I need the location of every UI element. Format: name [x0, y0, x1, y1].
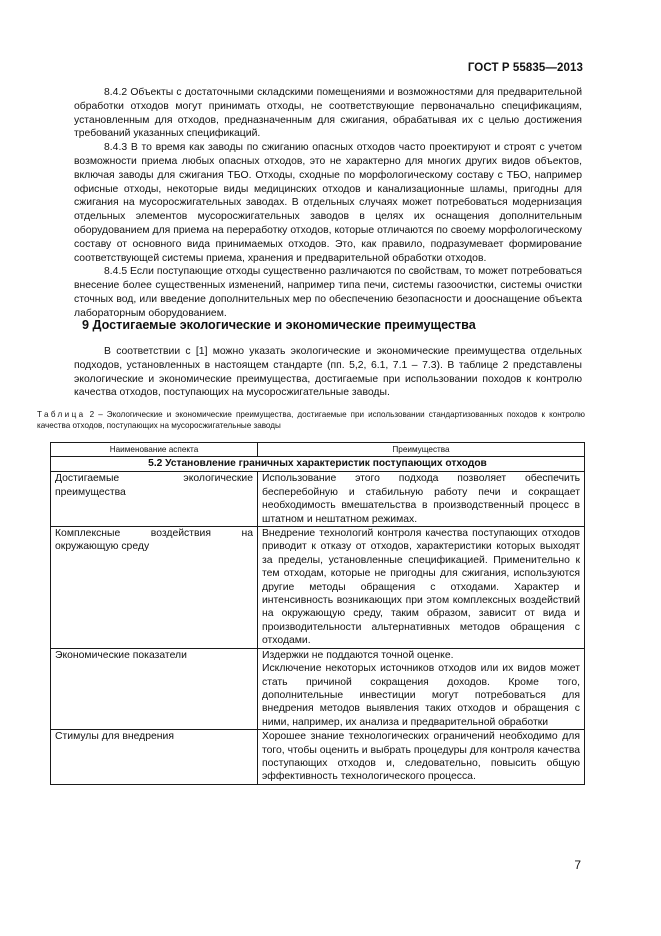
- paragraph-8-4-3: 8.4.3 В то время как заводы по сжиганию опасных отходов часто проектируют и строят с учетом возможности приема любых опасных отходов, это не характерно для многих других видов объектов, включая заводы для сжигания ТБО. Отходы, сходные по морфологическому составу с ТБО, например офисные отходы, некоторые виды медицинских отходов и канализационные шламы, пригодны для сжигания на мусоросжигательных заводах. В отдельных случаях может потребоваться модернизация отдельных элементов мусоросжигательных заводов в целях их оснащения дополнительным оборудованием для приема на переработку отходов, которые отличаются по своему морфологическому составу от основного вида принимаемых отходов. Это, как правило, подразумевает формирование соответствующей системы приема, хранения и предварительной обработки отходов.: [74, 142, 582, 264]
- aspect-cell: Экономические показатели: [51, 648, 258, 729]
- advantages-cell-line: Издержки не поддаются точной оценке.: [262, 649, 454, 661]
- table-caption-text: – Экологические и экономические преимущества, достигаемые при использовании стандартизованных походов к контролю качества отходов, поступающих на мусоросжигательные заводы: [37, 410, 586, 431]
- table-row: [51, 730, 585, 785]
- table-caption-number: 2: [89, 410, 95, 419]
- header-aspect: Наименование аспекта: [51, 443, 258, 457]
- table-caption-label: Таблица: [37, 410, 86, 419]
- page-number: 7: [574, 858, 581, 872]
- aspect-cell: Достигаемые экологические преимущества: [51, 472, 258, 527]
- section-9-body: [74, 345, 582, 400]
- header-advantages: Преимущества: [258, 443, 585, 457]
- table-subheading-row: [51, 457, 585, 472]
- section-9-paragraph: В соответствии с [1] можно указать экологические и экономические преимущества отдельных подходов, установленных в настоящем стандарте (пп. 5,2, 6.1, 7.1 – 7.3). В таблице 2 представлены экологические и экономические преимущества, достигаемые при использовании походов к контролю качества отходов, поступающих на мусоросжигательные заводы.: [74, 346, 582, 399]
- advantages-cell: Хорошее знание технологических ограничений необходимо для того, чтобы оценить и выбрать процедуры для контроля качества поступающих отходов и, следовательно, повысить общую эффективность технологического процесса.: [258, 730, 585, 785]
- aspect-cell: Комплексные воздействия на окружающую среду: [51, 527, 258, 649]
- document-code: ГОСТ Р 55835—2013: [467, 62, 583, 74]
- table-row: [51, 527, 585, 649]
- advantages-cell: Использование этого подхода позволяет обеспечить бесперебойную и стабильную работу печи и сокращает необходимость вмешательства в производственный процесс в штатном и нештатном режимах.: [258, 472, 585, 527]
- section-9-title: 9 Достигаемые экологические и экономические преимущества: [82, 318, 476, 332]
- table-row: [51, 472, 585, 527]
- advantages-cell-text: Исключение некоторых источников отходов или их видов может стать причиной сокращения доходов. Кроме того, дополнительные инвестиции могут потребоваться для внедрения методов выявления таких отходов и обращения с ними, например, их анализа и предварительной обработки: [262, 663, 580, 728]
- advantages-cell: [258, 648, 585, 729]
- table-row: [51, 648, 585, 729]
- aspect-cell: Стимулы для внедрения: [51, 730, 258, 785]
- advantages-cell: Внедрение технологий контроля качества поступающих отходов приводит к отказу от отходов, характеристики которых выходят за пределы, установленные спецификацией. Применительно к тем отходам, которые не пригодны для сжигания, используются другие методы обращения с отходами. Характер и интенсивность возникающих при этом комплексных воздействий на окружающую среду, таким образом, зависит от вида и производительности альтернативных методов обращения с отходами.: [258, 527, 585, 649]
- paragraph-8-4-5: 8.4.5 Если поступающие отходы существенно различаются по свойствам, то может потребоваться внесение более существенных изменений, например типа печи, системы газоочистки, системы очистки сточных вод, или введение дополнительных мер по обеспечению безопасности и дооснащение объекта лабораторным оборудованием.: [74, 266, 582, 319]
- paragraph-8-4-2: 8.4.2 Объекты с достаточными складскими помещениями и возможностями для предварительной обработки отходов могут принимать отходы, не соответствующие первоначально спецификациям, установленным для отходов, предназначенным для сжигания, обрабатывая их с целью достижения требований указанных спецификаций.: [74, 87, 582, 140]
- table-header-row: [51, 443, 585, 457]
- advantages-table: [50, 442, 585, 785]
- table-caption: [37, 409, 585, 432]
- table-subheading: 5.2 Установление граничных характеристик поступающих отходов: [51, 457, 585, 472]
- text-section-8-4: [74, 86, 582, 321]
